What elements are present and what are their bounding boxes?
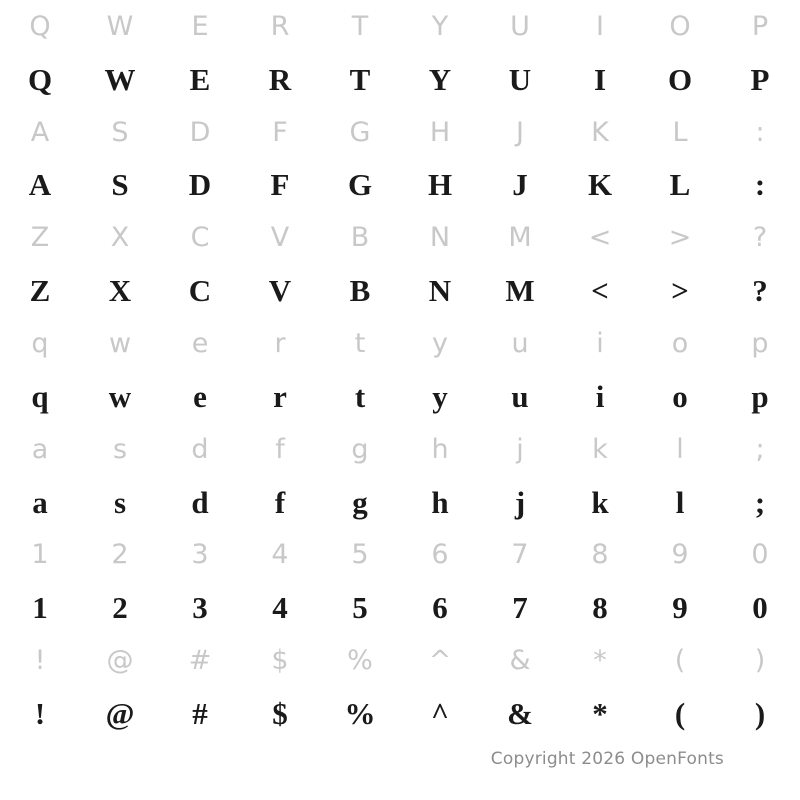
glyph-cell-specimen: t	[354, 378, 366, 414]
glyph-cell-reference: 1	[31, 539, 49, 571]
glyph-cell-specimen: 6	[432, 590, 448, 626]
glyph-cell-reference: X	[110, 222, 130, 254]
glyph-cell-specimen: 9	[672, 590, 688, 626]
glyph-cell-reference: T	[351, 10, 369, 42]
glyph-cell-specimen: P	[750, 61, 770, 97]
glyph-cell-reference: g	[351, 433, 369, 465]
glyph-cell-specimen: 5	[352, 590, 368, 626]
glyph-cell-specimen: 2	[112, 590, 128, 626]
glyph-cell-reference: S	[111, 116, 129, 148]
glyph-cell-specimen: >	[671, 273, 689, 309]
glyph-cell-reference: F	[272, 116, 288, 148]
glyph-cell-reference: O	[669, 10, 691, 42]
glyph-cell-specimen: C	[188, 273, 212, 309]
glyph-cell-specimen: u	[511, 378, 529, 414]
glyph-cell-reference: !	[34, 645, 46, 677]
glyph-cell-specimen: D	[188, 167, 212, 203]
glyph-cell-reference: w	[108, 328, 132, 360]
glyph-cell-specimen: o	[672, 378, 688, 414]
glyph-cell-reference: r	[274, 328, 286, 360]
glyph-cell-reference: ;	[755, 433, 765, 465]
glyph-cell-reference: 3	[191, 539, 209, 571]
glyph-cell-reference: W	[106, 10, 134, 42]
glyph-cell-reference: ?	[752, 222, 768, 254]
glyph-cell-reference: p	[751, 328, 769, 360]
glyph-cell-reference: 6	[431, 539, 449, 571]
glyph-cell-reference: D	[189, 116, 211, 148]
glyph-cell-reference: Y	[431, 10, 449, 42]
glyph-cell-reference: j	[516, 433, 524, 465]
glyph-cell-reference: 8	[591, 539, 609, 571]
glyph-cell-specimen: (	[674, 696, 686, 732]
glyph-cell-specimen: #	[192, 696, 208, 732]
glyph-cell-reference: %	[347, 645, 373, 677]
glyph-cell-specimen: d	[191, 484, 209, 520]
glyph-cell-specimen: I	[593, 61, 607, 97]
glyph-cell-specimen: T	[349, 61, 371, 97]
glyph-cell-reference: Q	[29, 10, 51, 42]
glyph-cell-specimen: k	[591, 484, 609, 520]
glyph-cell-reference: H	[429, 116, 451, 148]
glyph-cell-specimen: q	[31, 378, 49, 414]
glyph-cell-specimen: l	[675, 484, 685, 520]
glyph-cell-reference: 7	[511, 539, 529, 571]
glyph-cell-reference: N	[429, 222, 451, 254]
glyph-cell-reference: B	[350, 222, 370, 254]
glyph-cell-specimen: y	[432, 378, 448, 414]
glyph-cell-reference: 2	[111, 539, 129, 571]
glyph-cell-specimen: U	[508, 61, 532, 97]
glyph-cell-reference: U	[510, 10, 530, 42]
glyph-cell-specimen: ;	[754, 484, 766, 520]
glyph-cell-reference: s	[112, 433, 128, 465]
glyph-cell-specimen: 8	[592, 590, 608, 626]
glyph-cell-specimen: F	[270, 167, 290, 203]
glyph-cell-reference: 0	[751, 539, 769, 571]
glyph-cell-specimen: e	[193, 378, 207, 414]
glyph-cell-specimen: a	[32, 484, 48, 520]
glyph-cell-reference: 9	[671, 539, 689, 571]
glyph-cell-reference: )	[754, 645, 766, 677]
glyph-cell-specimen: B	[349, 273, 371, 309]
glyph-cell-reference: I	[596, 10, 604, 42]
glyph-cell-reference: q	[31, 328, 49, 360]
glyph-cell-reference: L	[672, 116, 688, 148]
glyph-cell-specimen: X	[108, 273, 132, 309]
glyph-cell-reference: @	[106, 645, 134, 677]
glyph-cell-reference: C	[190, 222, 210, 254]
glyph-cell-specimen: :	[754, 167, 766, 203]
glyph-cell-reference: G	[349, 116, 371, 148]
glyph-cell-reference: (	[674, 645, 686, 677]
glyph-cell-reference: E	[191, 10, 209, 42]
glyph-cell-specimen: 0	[752, 590, 768, 626]
glyph-cell-specimen: 7	[512, 590, 528, 626]
glyph-cell-reference: J	[516, 116, 524, 148]
glyph-cell-reference: h	[431, 433, 449, 465]
glyph-cell-specimen: W	[104, 61, 136, 97]
glyph-cell-specimen: p	[751, 378, 769, 414]
glyph-cell-specimen: @	[105, 696, 135, 732]
glyph-cell-reference: t	[354, 328, 366, 360]
glyph-cell-specimen: %	[344, 696, 376, 732]
glyph-cell-specimen: G	[347, 167, 373, 203]
glyph-cell-reference: i	[596, 328, 604, 360]
glyph-cell-reference: :	[755, 116, 765, 148]
glyph-cell-reference: V	[270, 222, 290, 254]
glyph-cell-specimen: g	[352, 484, 368, 520]
glyph-cell-reference: R	[270, 10, 290, 42]
glyph-cell-reference: u	[511, 328, 529, 360]
glyph-cell-specimen: 1	[32, 590, 48, 626]
glyph-cell-specimen: Z	[29, 273, 51, 309]
glyph-cell-specimen: &	[507, 696, 533, 732]
glyph-cell-specimen: 3	[192, 590, 208, 626]
glyph-cell-specimen: i	[595, 378, 605, 414]
glyph-cell-specimen: K	[587, 167, 613, 203]
glyph-cell-reference: ^	[428, 645, 452, 677]
glyph-cell-specimen: r	[273, 378, 287, 414]
glyph-cell-specimen: O	[667, 61, 693, 97]
glyph-cell-specimen: E	[189, 61, 211, 97]
glyph-cell-specimen: *	[592, 696, 608, 732]
glyph-cell-specimen: h	[431, 484, 449, 520]
glyph-cell-reference: <	[588, 222, 612, 254]
glyph-cell-reference: e	[191, 328, 209, 360]
glyph-cell-specimen: N	[428, 273, 452, 309]
glyph-cell-specimen: ?	[752, 273, 768, 309]
glyph-cell-specimen: f	[274, 484, 286, 520]
glyph-cell-reference: y	[432, 328, 448, 360]
glyph-cell-specimen: j	[514, 484, 526, 520]
copyright-notice: Copyright 2026 OpenFonts	[490, 749, 724, 769]
glyph-cell-specimen: M	[505, 273, 535, 309]
glyph-cell-specimen: <	[591, 273, 609, 309]
glyph-cell-reference: Z	[30, 222, 50, 254]
glyph-cell-specimen: L	[669, 167, 691, 203]
glyph-cell-specimen: ^	[430, 696, 449, 732]
glyph-cell-specimen: R	[268, 61, 292, 97]
glyph-cell-reference: k	[592, 433, 608, 465]
glyph-cell-specimen: s	[113, 484, 127, 520]
glyph-cell-reference: f	[275, 433, 285, 465]
glyph-cell-specimen: w	[108, 378, 132, 414]
glyph-cell-reference: #	[188, 645, 212, 677]
glyph-cell-reference: l	[676, 433, 684, 465]
glyph-cell-reference: A	[30, 116, 50, 148]
glyph-cell-reference: P	[751, 10, 769, 42]
glyph-cell-specimen: H	[427, 167, 453, 203]
glyph-cell-specimen: A	[28, 167, 52, 203]
glyph-cell-reference: 4	[271, 539, 289, 571]
glyph-cell-reference: K	[591, 116, 609, 148]
glyph-cell-specimen: $	[272, 696, 288, 732]
glyph-cell-reference: *	[593, 645, 607, 677]
glyph-cell-specimen: Q	[27, 61, 53, 97]
glyph-cell-specimen: V	[268, 273, 292, 309]
glyph-cell-specimen: 4	[272, 590, 288, 626]
glyph-cell-reference: d	[191, 433, 209, 465]
glyph-cell-reference: &	[509, 645, 531, 677]
glyph-cell-reference: $	[271, 645, 289, 677]
glyph-cell-specimen: S	[111, 167, 129, 203]
glyph-cell-specimen: !	[34, 696, 46, 732]
glyph-cell-reference: >	[668, 222, 692, 254]
glyph-cell-reference: o	[671, 328, 689, 360]
glyph-cell-reference: 5	[351, 539, 369, 571]
glyph-cell-reference: M	[508, 222, 532, 254]
glyph-cell-specimen: J	[512, 167, 528, 203]
glyph-cell-specimen: Y	[428, 61, 452, 97]
glyph-cell-reference: a	[31, 433, 49, 465]
glyph-cell-specimen: )	[754, 696, 766, 732]
